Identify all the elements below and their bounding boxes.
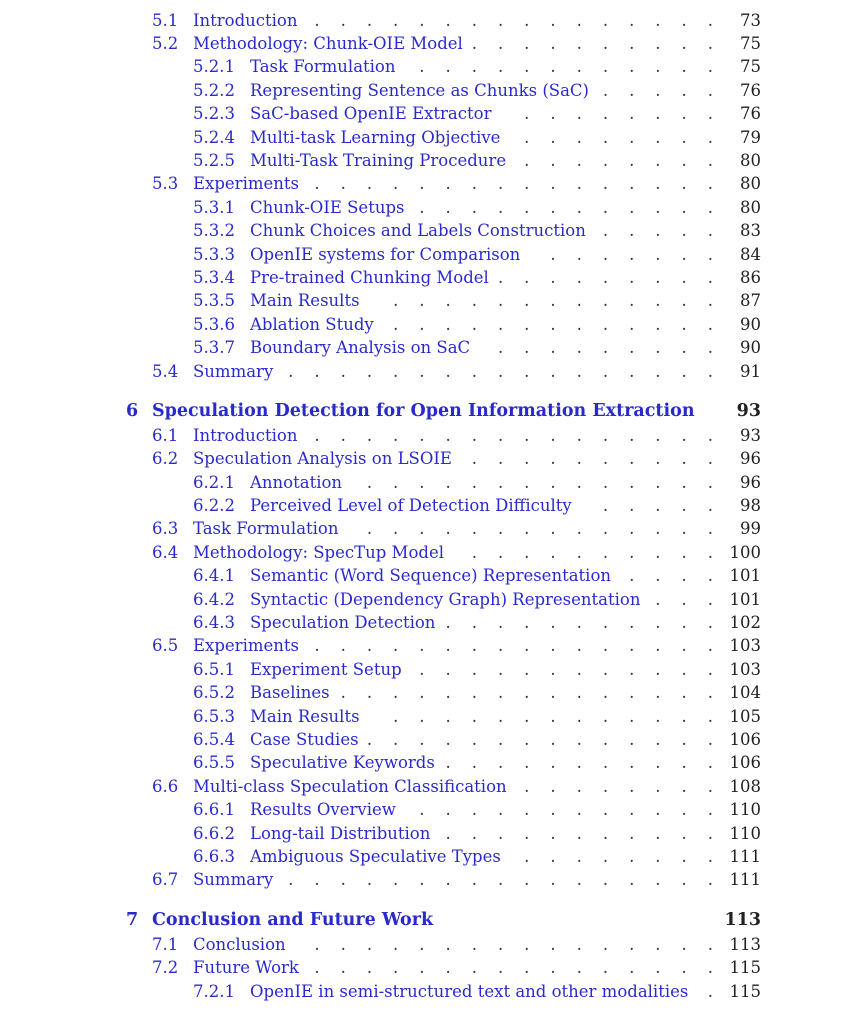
entry-number[interactable]: 6.6 [152,776,179,796]
dot-leader-area [611,564,721,587]
entry-number[interactable]: 6.5.5 [193,753,235,773]
dot-leader-area [286,933,721,956]
entry-title[interactable]: Introduction [193,10,298,30]
page-number[interactable]: 86 [740,267,761,287]
entry-title[interactable]: Results Overview [250,800,396,820]
dot-leader: . . . . . . . . [524,104,713,124]
entry-number[interactable]: 5.3.7 [193,338,235,358]
dot-leader-area [501,845,721,868]
dot-leader-area [589,79,721,102]
page-number[interactable]: 100 [729,542,761,562]
entry-title[interactable]: Syntactic (Dependency Graph) Representation [250,589,641,609]
entry-number[interactable]: 6.2.1 [193,472,235,492]
entry-number[interactable]: 6.6.1 [193,800,235,820]
entry-title[interactable]: Chunk Choices and Labels Construction [250,221,586,241]
entry-number[interactable]: 5.2 [152,33,179,53]
dot-leader-area [506,149,721,172]
toc-subsection-entry[interactable] [193,588,761,611]
entry-title[interactable]: Multi-Task Training Procedure [250,150,507,170]
page-number[interactable]: 105 [729,706,761,726]
entry-title[interactable]: Multi-class Speculation Classification [193,776,507,796]
dot-leader-area [507,775,721,798]
toc-subsection-entry[interactable] [193,658,761,681]
entry-number[interactable]: 6.4.2 [193,589,235,609]
toc-subsection-entry[interactable] [193,980,761,1003]
entry-title[interactable]: Conclusion and Future Work [152,910,434,931]
page-number[interactable]: 106 [729,753,761,773]
entry-title[interactable]: Representing Sentence as Chunks (SaC) [250,80,589,100]
toc-section-entry[interactable] [152,933,761,956]
page-number[interactable]: 91 [740,361,761,381]
dot-leader: . . . . . . . . . . . . . . [366,730,713,749]
dot-leader-area [299,634,721,657]
entry-title[interactable]: Summary [193,361,274,381]
entry-number[interactable]: 6.4.3 [193,613,235,632]
dot-leader-area [396,798,721,821]
page-number[interactable]: 98 [740,496,761,515]
dot-leader-area [402,658,721,681]
entry-title[interactable]: Methodology: SpecTup Model [193,542,444,562]
dot-leader: . . . . . . . . . . . . [419,57,713,77]
toc-subsection-entry[interactable] [193,79,761,102]
page-number[interactable]: 111 [729,870,761,890]
dot-leader: . . . . . [602,496,713,515]
toc-subsection-entry[interactable] [193,798,761,821]
entry-title[interactable]: Multi-task Learning Objective [250,127,501,147]
entry-number[interactable]: 6.6.3 [193,847,235,866]
toc-section-entry[interactable] [152,634,761,657]
dot-leader: . . . . . . . . [524,776,713,796]
dot-leader: . . . . . . . . [524,847,713,866]
toc-subsection-entry[interactable] [193,266,761,289]
dot-leader: . . . . . . . . . . . . . . . . [314,10,713,30]
dot-leader: . . . . . [602,80,713,100]
entry-number[interactable]: 6.2 [152,449,179,469]
dot-leader: . . . . . . . . . . . . . . . . . [288,870,713,890]
entry-number[interactable]: 6.6.2 [193,823,235,843]
page-number[interactable]: 76 [740,80,761,100]
entry-number[interactable]: 6.5.4 [193,730,235,749]
entry-number[interactable]: 6.5.3 [193,706,235,726]
toc-subsection-entry[interactable] [193,845,761,868]
page-number[interactable]: 73 [740,10,761,30]
page-number[interactable]: 104 [729,683,761,703]
page-number[interactable]: 110 [729,823,761,843]
entry-title[interactable]: OpenIE in semi-structured text and other modalities [250,981,689,1001]
toc-section-entry[interactable] [152,424,761,447]
dot-leader-area [452,447,721,470]
toc-subsection-entry[interactable] [193,313,761,336]
page-number[interactable]: 76 [740,104,761,124]
entry-number[interactable]: 5.2.3 [193,104,235,124]
dot-leader: . . . . . . . . . . . . . . . . [314,958,713,978]
dot-leader: . . . . . . . [550,244,713,264]
entry-title[interactable]: SaC-based OpenIE Extractor [250,104,492,124]
dot-leader-area [500,126,721,149]
toc-subsection-entry[interactable] [193,751,761,774]
page-number[interactable]: 108 [729,776,761,796]
entry-number[interactable]: 6 [126,401,139,422]
entry-number[interactable]: 6.7 [152,870,179,890]
dot-leader-area [299,172,721,195]
toc-subsection-entry[interactable] [193,728,761,751]
entry-number[interactable]: 5.2.4 [193,127,235,147]
page-number[interactable]: 80 [740,150,761,170]
entry-number[interactable]: 5.3.3 [193,244,235,264]
entry-title[interactable]: Semantic (Word Sequence) Representation [250,566,612,586]
entry-number[interactable]: 6.4 [152,542,179,562]
dot-leader-area [435,751,721,774]
entry-title[interactable]: Main Results [250,706,360,726]
toc-subsection-entry[interactable] [193,289,761,312]
page-number[interactable]: 96 [740,449,761,469]
toc-subsection-entry[interactable] [193,564,761,587]
page-number[interactable]: 75 [740,57,761,77]
dot-leader-area [520,243,721,266]
entry-number[interactable]: 5.1 [152,10,179,30]
toc-section-entry[interactable] [152,868,761,891]
dot-leader-area [374,313,721,336]
dot-leader-area [360,289,721,312]
dot-leader: . . . . . . . . . [497,267,713,287]
toc-subsection-entry[interactable] [193,471,761,494]
entry-number[interactable]: 5.3.5 [193,291,235,311]
dot-leader: . . . . . . . . . . [471,542,713,562]
page-number[interactable]: 103 [729,659,761,679]
dot-leader-area [273,360,721,383]
page-number[interactable]: 106 [729,730,761,749]
dot-leader: . . . . . . . . . . . . . . . . [314,425,713,445]
dot-leader: . . . . . . . . . . . [445,753,713,773]
page-number[interactable]: 99 [740,519,761,539]
entry-title[interactable]: Perceived Level of Detection Difficulty [250,496,572,515]
entry-title[interactable]: Case Studies [250,730,359,749]
entry-title[interactable]: Conclusion [193,934,286,954]
toc-subsection-entry[interactable] [193,196,761,219]
page-number[interactable]: 90 [740,338,761,358]
entry-title[interactable]: Summary [193,870,274,890]
page-number[interactable]: 113 [724,910,761,931]
toc-section-entry[interactable] [152,541,761,564]
entry-title[interactable]: OpenIE systems for Comparison [250,244,521,264]
entry-number[interactable]: 6.4.1 [193,566,235,586]
entry-title[interactable]: Boundary Analysis on SaC [250,338,471,358]
page-number[interactable]: 80 [740,174,761,194]
dot-leader-area [444,541,721,564]
dot-leader: . . . . . . . . [524,150,713,170]
entry-title[interactable]: Speculation Detection for Open Information Extraction [152,401,695,422]
dot-leader: . . . . . . . . . . . . [419,800,713,820]
toc-chapter-entry[interactable] [126,400,761,423]
toc-chapter-entry[interactable] [126,909,761,932]
dot-leader-area [273,868,721,891]
toc-section-entry[interactable] [152,360,761,383]
dot-leader-area [470,336,721,359]
dot-leader-area [342,471,721,494]
page-number[interactable]: 83 [740,221,761,241]
page-number[interactable]: 87 [740,291,761,311]
toc-section-entry[interactable] [152,9,761,32]
entry-number[interactable]: 6.3 [152,519,179,539]
toc-section-entry[interactable] [152,517,761,540]
dot-leader-area [339,517,722,540]
entry-number[interactable]: 7 [126,910,139,931]
dot-leader: . . . . . [602,221,713,241]
page-number[interactable]: 103 [729,636,761,656]
toc-subsection-entry[interactable] [193,681,761,704]
entry-number[interactable]: 5.3.1 [193,197,235,217]
dot-leader-area [688,980,721,1003]
toc-subsection-entry[interactable] [193,611,761,634]
page-number[interactable]: 80 [740,197,761,217]
entry-title[interactable]: Pre-trained Chunking Model [250,267,489,287]
page-number[interactable]: 110 [729,800,761,820]
page-number[interactable]: 101 [729,566,761,586]
page-number[interactable]: 102 [729,613,761,632]
entry-title[interactable]: Speculation Analysis on LSOIE [193,449,452,469]
dot-leader: . . . . . . . . . . [471,449,713,469]
dot-leader-area [299,956,721,979]
dot-leader: . . . . . . . . . . . . . . . . [314,636,713,656]
entry-number[interactable]: 5.4 [152,361,179,381]
dot-leader: . . . . . . . . [524,127,713,147]
page-number[interactable]: 115 [729,981,761,1001]
toc-section-entry[interactable] [152,172,761,195]
entry-number[interactable]: 5.3.6 [193,314,235,334]
entry-title[interactable]: Task Formulation [250,57,396,77]
dot-leader-area [435,611,721,634]
page-number[interactable]: 111 [729,847,761,866]
entry-title[interactable]: Annotation [250,472,343,492]
dot-leader-area [330,681,721,704]
dot-leader-area [489,266,721,289]
entry-number[interactable]: 6.5 [152,636,179,656]
dot-leader-area [430,822,721,845]
dot-leader: . . . . . . . . . . . . . [393,291,713,311]
toc-subsection-entry[interactable] [193,705,761,728]
dot-leader: . . . . [629,566,713,586]
toc-section-entry[interactable] [152,32,761,55]
entry-title[interactable]: Methodology: Chunk-OIE Model [193,33,463,53]
entry-title[interactable]: Speculative Keywords [250,753,435,773]
toc-subsection-entry[interactable] [193,494,761,517]
dot-leader-area [298,424,722,447]
toc-subsection-entry[interactable] [193,336,761,359]
entry-number[interactable]: 6.1 [152,425,179,445]
dot-leader: . . . . . . . . . . . [445,823,713,843]
page-number[interactable]: 96 [740,472,761,492]
dot-leader-area [463,32,721,55]
dot-leader: . . . . . . . . . . . . [419,197,713,217]
toc-subsection-entry[interactable] [193,102,761,125]
toc-section-entry[interactable] [152,775,761,798]
dot-leader: . . . . . . . . . . . . . . [366,472,713,492]
entry-number[interactable]: 6.5.2 [193,683,235,703]
toc-subsection-entry[interactable] [193,126,761,149]
page-number[interactable]: 93 [736,401,761,422]
toc-subsection-entry[interactable] [193,219,761,242]
entry-title[interactable]: Introduction [193,425,298,445]
page-number[interactable]: 115 [729,958,761,978]
entry-number[interactable]: 6.2.2 [193,496,235,515]
dot-leader-area [404,196,721,219]
dot-leader-area [572,494,721,517]
entry-number[interactable]: 5.2.1 [193,57,235,77]
dot-leader-area [640,588,721,611]
entry-title[interactable]: Speculation Detection [250,613,436,632]
entry-title[interactable]: Experiments [193,636,299,656]
dot-leader: . . . . . . . . . . . . . . . [340,683,713,703]
entry-title[interactable]: Long-tail Distribution [250,823,431,843]
entry-title[interactable]: Experiments [193,174,299,194]
toc-subsection-entry[interactable] [193,55,761,78]
entry-number[interactable]: 7.2.1 [193,981,235,1001]
dot-leader: . . . . . . . . . . . . [419,659,713,679]
entry-number[interactable]: 5.3 [152,174,179,194]
page-number[interactable]: 101 [729,589,761,609]
entry-title[interactable]: Ablation Study [250,314,374,334]
dot-leader: . . . . . . . . . . . . . [393,314,713,334]
page-number[interactable]: 75 [740,33,761,53]
dot-leader: . . . . . . . . . . . . . . . . [314,174,713,194]
toc-section-entry[interactable] [152,447,761,470]
entry-number[interactable]: 7.1 [152,934,179,954]
dot-leader: . . . . . . . . . . [471,33,713,53]
entry-number[interactable]: 5.3.2 [193,221,235,241]
dot-leader: . . . . . . . . . . . [445,613,713,632]
entry-title[interactable]: Ambiguous Speculative Types [250,847,501,866]
entry-number[interactable]: 6.5.1 [193,659,235,679]
entry-title[interactable]: Future Work [193,958,299,978]
toc-section-entry[interactable] [152,956,761,979]
toc-subsection-entry[interactable] [193,243,761,266]
dot-leader: . . . . . . . . . . . . . . . . [314,934,713,954]
entry-number[interactable]: 7.2 [152,958,179,978]
toc-subsection-entry[interactable] [193,149,761,172]
page-number[interactable]: 79 [740,127,761,147]
dot-leader: . . . . . . . . . [497,338,713,358]
dot-leader: . . . [655,589,713,609]
dot-leader: . . . . . . . . . . . . . . . . . [288,361,713,381]
entry-title[interactable]: Chunk-OIE Setups [250,197,405,217]
dot-leader-area [360,705,721,728]
dot-leader-area [586,219,721,242]
entry-number[interactable]: 5.2.5 [193,150,235,170]
entry-title[interactable]: Baselines [250,683,330,703]
entry-title[interactable]: Main Results [250,291,360,311]
entry-number[interactable]: 5.3.4 [193,267,235,287]
entry-number[interactable]: 5.2.2 [193,80,235,100]
entry-title[interactable]: Task Formulation [193,519,339,539]
entry-title[interactable]: Experiment Setup [250,659,402,679]
dot-leader: . . . . . . . . . . . . . . [366,519,713,539]
dot-leader-area [396,55,722,78]
page-number[interactable]: 84 [740,244,761,264]
dot-leader: . [707,981,713,1001]
dot-leader-area [298,9,722,32]
dot-leader-area [359,728,721,751]
toc-subsection-entry[interactable] [193,822,761,845]
page-number[interactable]: 90 [740,314,761,334]
page-number[interactable]: 93 [740,425,761,445]
page-number[interactable]: 113 [729,934,761,954]
dot-leader: . . . . . . . . . . . . . [393,706,713,726]
dot-leader-area [491,102,721,125]
